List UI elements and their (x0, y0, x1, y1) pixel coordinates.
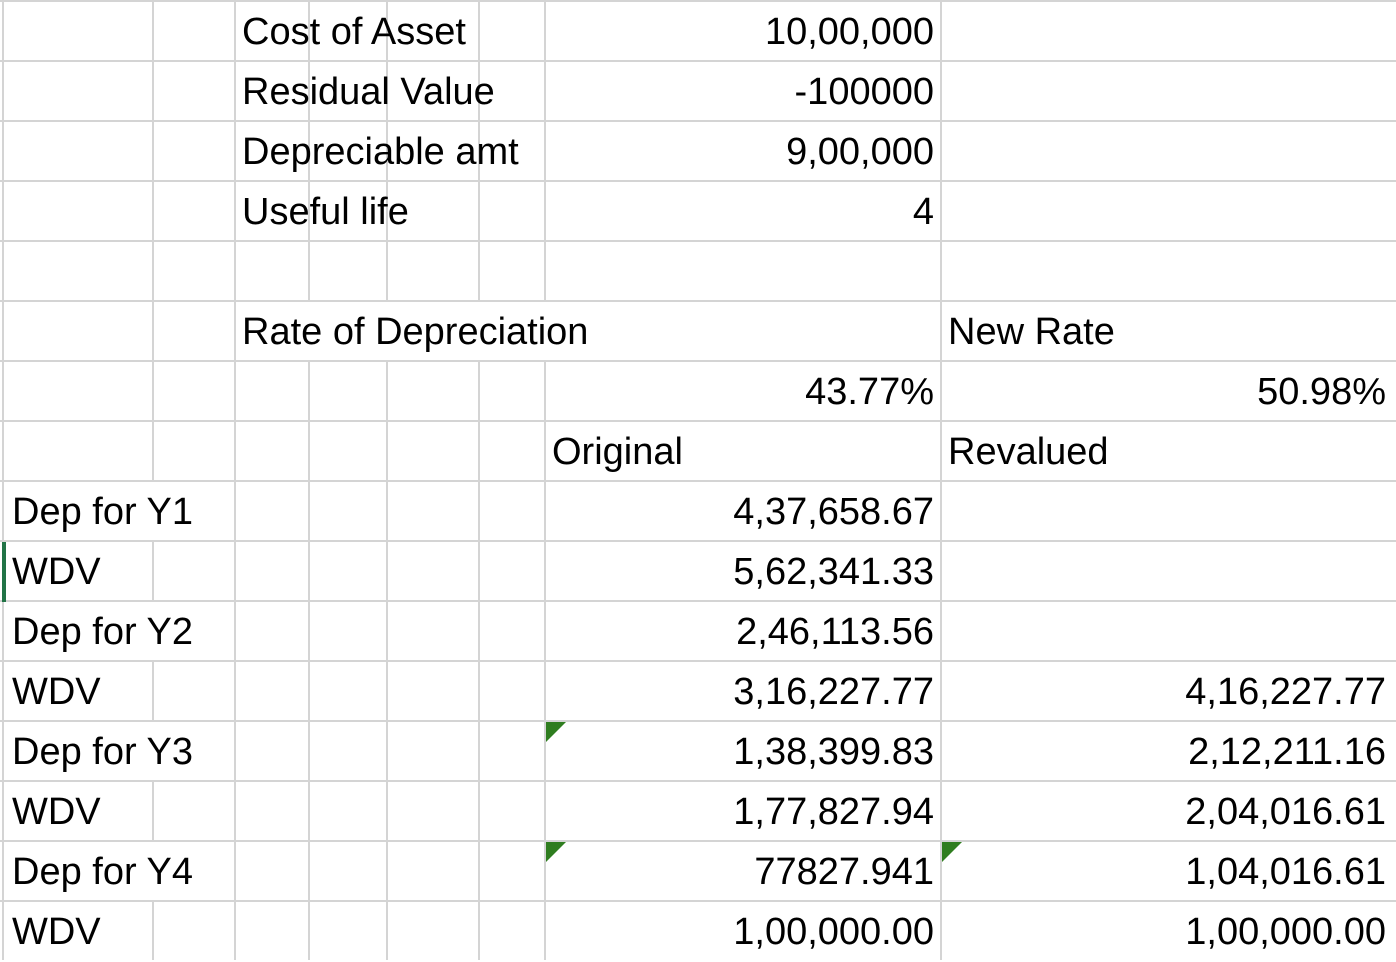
cell-revalued-wdv-y1[interactable] (942, 542, 1386, 602)
cell-value-new-rate[interactable]: 50.98% (1257, 371, 1386, 413)
cell-label-new-rate[interactable]: New Rate (948, 311, 1115, 353)
row-label-wdv-y3[interactable]: WDV (12, 791, 101, 833)
cell-label-rate-of-depreciation[interactable]: Rate of Depreciation (242, 311, 589, 353)
row-label-wdv-y1[interactable]: WDV (12, 551, 101, 593)
cell-original-wdv-y1[interactable]: 5,62,341.33 (733, 551, 934, 593)
row-label-dep-y4[interactable]: Dep for Y4 (12, 851, 193, 893)
cell-value-cost-of-asset[interactable]: 10,00,000 (764, 11, 934, 53)
column-header-original[interactable]: Original (552, 431, 683, 473)
cell-value-depreciable-amt[interactable]: 9,00,000 (786, 131, 934, 173)
row-label-dep-y2[interactable]: Dep for Y2 (12, 611, 193, 653)
row-label-dep-y1[interactable]: Dep for Y1 (12, 491, 193, 533)
formula-warning-flag-icon[interactable] (546, 842, 566, 862)
cell-label-cost-of-asset[interactable]: Cost of Asset (242, 11, 466, 53)
cell-original-dep-y4[interactable]: 77827.941 (754, 851, 934, 893)
cell-original-dep-y3[interactable]: 1,38,399.83 (733, 731, 934, 773)
column-header-revalued[interactable]: Revalued (948, 431, 1109, 473)
cell-label-useful-life[interactable]: Useful life (242, 191, 409, 233)
row-label-wdv-y4[interactable]: WDV (12, 911, 101, 953)
selection-edge-indicator (2, 542, 6, 602)
row-label-wdv-y2[interactable]: WDV (12, 671, 101, 713)
cell-value-rate-of-depreciation[interactable]: 43.77% (805, 371, 934, 413)
cell-revalued-wdv-y2[interactable]: 4,16,227.77 (1185, 671, 1386, 713)
cell-original-wdv-y3[interactable]: 1,77,827.94 (733, 791, 934, 833)
cell-revalued-wdv-y3[interactable]: 2,04,016.61 (1185, 791, 1386, 833)
formula-warning-flag-icon[interactable] (942, 842, 962, 862)
cell-original-dep-y2[interactable]: 2,46,113.56 (736, 611, 934, 653)
cell-revalued-dep-y1[interactable] (942, 482, 1386, 542)
formula-warning-flag-icon[interactable] (546, 722, 566, 742)
cell-label-depreciable-amt[interactable]: Depreciable amt (242, 131, 519, 173)
cell-original-wdv-y4[interactable]: 1,00,000.00 (733, 911, 934, 953)
cell-revalued-dep-y4[interactable]: 1,04,016.61 (1185, 851, 1386, 893)
cell-value-useful-life[interactable]: 4 (912, 191, 934, 233)
cell-revalued-wdv-y4[interactable]: 1,00,000.00 (1185, 911, 1386, 953)
cell-original-wdv-y2[interactable]: 3,16,227.77 (733, 671, 934, 713)
cell-original-dep-y1[interactable]: 4,37,658.67 (733, 491, 934, 533)
row-label-dep-y3[interactable]: Dep for Y3 (12, 731, 193, 773)
cell-revalued-dep-y2[interactable] (942, 602, 1386, 662)
cell-value-residual-value[interactable]: -100000 (794, 71, 934, 113)
cell-label-residual-value[interactable]: Residual Value (242, 71, 495, 113)
cell-revalued-dep-y3[interactable]: 2,12,211.16 (1188, 731, 1386, 773)
